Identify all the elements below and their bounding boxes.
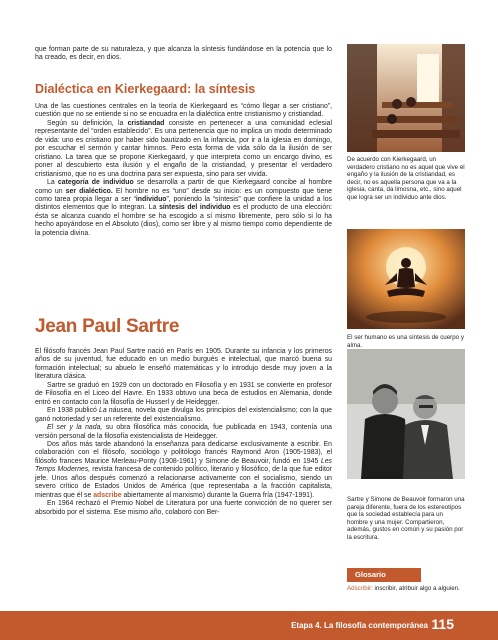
sartre-beauvoir-photo [347, 349, 465, 479]
meditation-photo [347, 229, 465, 329]
caption-text: Sartre y Simone de Beauvoir formaron una pareja diferente, fuera de los estereotipos que la sociedad establecía para un hombre y una mujer. Compartieron, además, gustos en común y su pasión por la escritura. [347, 496, 465, 541]
glossary-word: Adscribir: [347, 585, 373, 592]
intro-text [35, 46, 332, 63]
section-heading-sartre: Jean Paul Sartre [35, 316, 180, 337]
paragraph: El filósofo francés Jean Paul Sartre nació en París en 1905. Durante su infancia y los primeros años de su juventud, fue educado en un medio burgués e intelectual, que marcó buena su formación intelectual; su abuelo le enseñó matemáticas y lo introdujo desde muy joven a la literatura clásica. [35, 348, 332, 381]
paragraph: Dos años más tarde abandonó la enseñanza para dedicarse exclusivamente a escribir. En colaboración con el filósofo, sociólogo y politólogo francés Raymond Aron (1905-1983), el filósofo frances Maurice Merleau-Ponty (1908-1961) y Simone de Beauvoir, fundó en 1945 Les Temps Modernes, revista francesa de contenido político, literario y filosófico, de la que fue editor jefe. Unos años después comenzó a relacionarse activamente con el socialismo, siendo un severo crítico de Estados Unidos de América (que representaba a la fracción capitalista, mientras que él se adscribe abiertamente al marxismo) durante la Guerra fría (1947-1991). [35, 440, 332, 499]
paragraph: La categoría de individuo se desarrolla a partir de que Kierkegaard concibe al hombre como un ser dialéctico. El hombre no es “uno” desde su inicio: es un compuesto que tiene como tarea propia llegar a ser “individuo”, poniendo la “síntesis” que confiere la unidad a los distintos elementos que lo integran. La síntesis del individuo es el producto de una elección: ésta se alcanza cuando el hombre se ha escogido a sí mismo libremente, pero sólo si lo ha hecho apoyándose en el Absoluto (dios), como ser libre y al mismo tiempo como dependiente de la potencia divina. [35, 179, 333, 237]
page-footer [0, 611, 498, 640]
glossary-entry [347, 585, 465, 593]
side-caption-ser-humano [347, 334, 465, 349]
side-caption-pareja [347, 496, 465, 542]
paragraph: Una de las cuestiones centrales en la teoría de Kierkegaard es “cómo llegar a ser cristiano”, cuestión que no se entiende si no se encuadra en la dialéctica entre cristianismo y cristiandad. [35, 103, 332, 119]
paragraph: En 1938 publicó La náusea, novela que divulga los principios del existencialismo; con la que ganó notoriedad y ser un referente del existencialismo. [35, 407, 333, 423]
footer-label: Etapa 4. La filosofía contemporánea [291, 621, 428, 630]
paragraph: El ser y la nada, su obra filosófica más conocida, fue publicada en 1943, contenía una versión personal de la filosofía existencialista de Heidegger. [35, 424, 332, 440]
church-photo [347, 44, 465, 152]
paragraph: En 1964 rechazó el Premio Nobel de Literatura por una fuerte convicción de no querer ser absorbido por el sistema. Ese mismo año, colaboró con Ber- [35, 500, 332, 516]
glossary-title: Glosario [347, 568, 421, 582]
paragraph: Sartre se graduó en 1929 con un doctorado en Filosofía y en 1931 se convierte en profesor de Filosofía en el Liceo del Havre. En 1933 obtuvo una beca de estudios en Alemania, donde entró en contacto con la filosofía de Husserl y de Heidegger. [35, 381, 332, 406]
sartre-body [35, 348, 332, 517]
glossary-definition: inscribir, atribuir algo a alguien. [372, 585, 460, 592]
paragraph: Según su definición, la cristiandad consiste en pertenecer a una comunidad eclesial representante del “orden establecido”. Es una pertenencia que no implica un modo determinado de vida: uno es cristiano por haber sido bautizado en la infancia, por ir a la iglesia en domingo, por escuchar el sermón y cantar himnos. Pero esta forma de vida sólo da la ilusión de ser cristiano. La tarea que se propone Kierkegaard, y que interpreta como un encargo divino, es poner al descubierto esta ilusión y el engaño de la cristiandad, y presentar el verdadero cristianismo, que no es una doctrina para ser expuesta, sino para ser vivida. [35, 119, 332, 178]
section-heading-kierkegaard: Dialéctica en Kierkegaard: la síntesis [35, 82, 256, 96]
kierkegaard-body [35, 103, 332, 238]
side-caption-cristiano [347, 156, 465, 202]
caption-text: De acuerdo con Kierkegaard, un verdadero cristiano no es aquel que vive el engaño y la ilusión de la cristiandad, es decir, no es aquella persona que va a la iglesia, canta, da limosna, etc., sino aquel que logra ser un individuo ante dios. [347, 156, 465, 201]
intro-paragraph: que forman parte de su naturaleza, y que alcanza la síntesis fundándose en la potencia que lo ha creado, es decir, en dios. [35, 46, 332, 62]
caption-text: El ser humano es una síntesis de cuerpo y alma. [347, 334, 464, 349]
page-number: 115 [431, 616, 454, 632]
